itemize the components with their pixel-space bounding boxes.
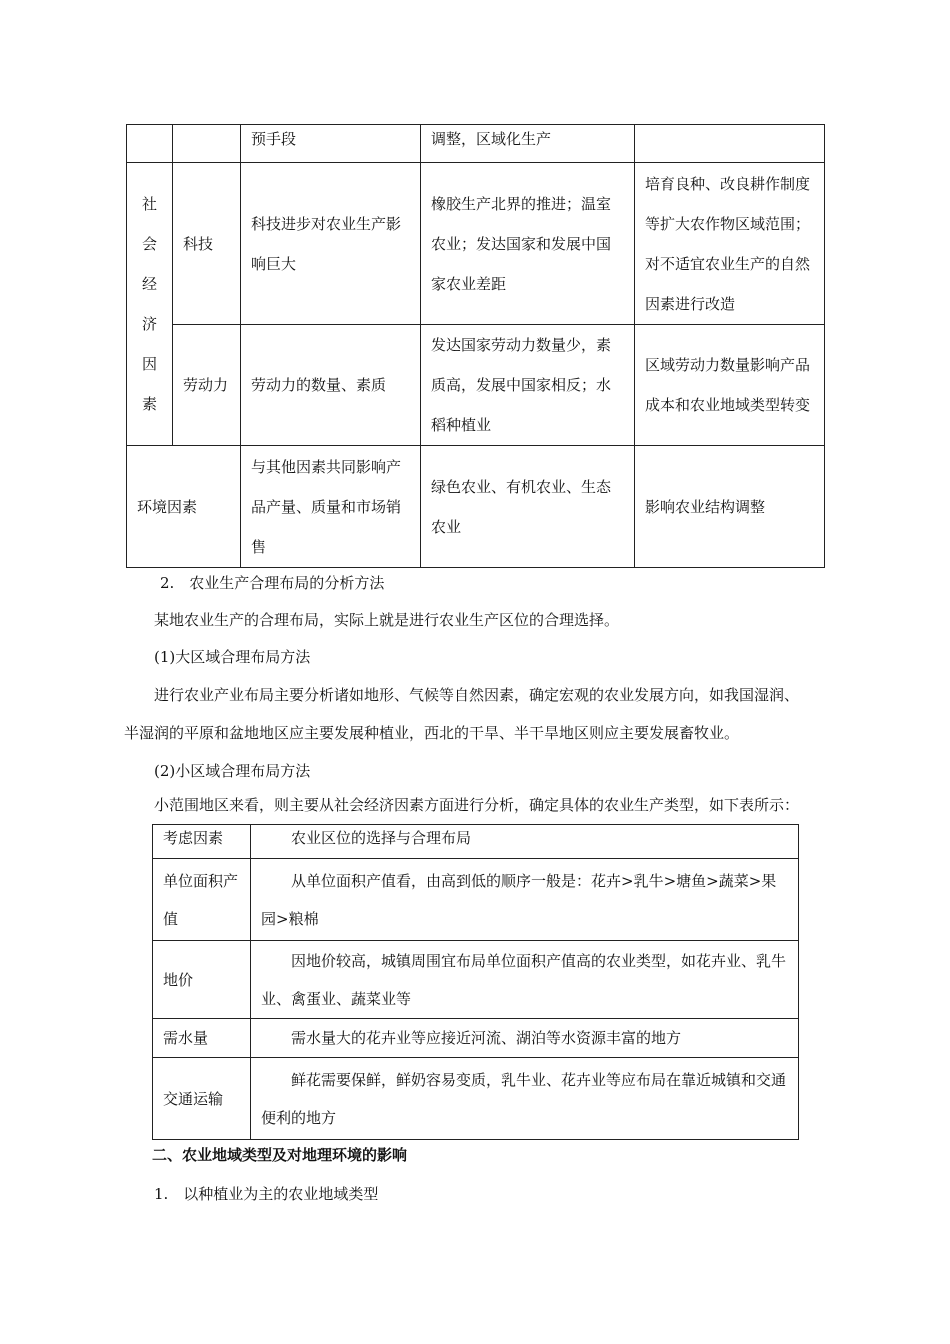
table-cell: 培育良种、改良耕作制度等扩大农作物区域范围；对不适宜农业生产的自然因素进行改造 [635,163,825,325]
location-table [152,824,799,1140]
section-heading: 2. 农业生产合理布局的分析方法 [160,574,385,592]
table-cell: 与其他因素共同影响产品产量、质量和市场销售 [241,446,421,568]
table-cell: 单位面积产值 [153,859,251,941]
group-label-char: 济 [141,315,157,333]
group-label-social-economic [127,163,173,446]
factor-table [126,124,825,568]
sub-heading: (2)小区域合理布局方法 [154,762,311,780]
table-cell: 鲜花需要保鲜，鲜奶容易变质，乳牛业、花卉业等应布局在靠近城镇和交通便利的地方 [251,1058,799,1140]
table-cell: 橡胶生产北界的推进；温室农业；发达国家和发展中国家农业差距 [421,163,635,325]
table-cell: 因地价较高，城镇周围宜布局单位面积产值高的农业类型，如花卉业、乳牛业、禽蛋业、蔬菜业等 [251,941,799,1019]
table-cell: 地价 [153,941,251,1019]
table-row [127,446,825,568]
table-cell: 区域劳动力数量影响产品成本和农业地域类型转变 [635,325,825,446]
table-cell: 调整，区域化生产 [421,125,635,163]
table-row [153,941,799,1019]
table-cell: 需水量 [153,1019,251,1058]
chapter-heading: 二、农业地域类型及对地理环境的影响 [152,1146,408,1164]
table-cell: 发达国家劳动力数量少，素质高，发展中国家相反；水稻种植业 [421,325,635,446]
table-row [153,859,799,941]
group-label-char: 社 [141,195,157,213]
table-row [127,325,825,446]
paragraph: 某地农业生产的合理布局，实际上就是进行农业生产区位的合理选择。 [154,611,620,629]
factor-name: 劳动力 [173,325,241,446]
table-header-row [153,825,799,859]
factor-name: 科技 [173,163,241,325]
table-row [153,1058,799,1140]
table-cell: 需水量大的花卉业等应接近河流、湖泊等水资源丰富的地方 [251,1019,799,1058]
table-cell [635,125,825,163]
group-label-char: 因 [141,355,157,373]
table-cell: 科技进步对农业生产影响巨大 [241,163,421,325]
table-header-cell: 考虑因素 [153,825,251,859]
table-row [127,163,825,325]
section-heading: 1. 以种植业为主的农业地域类型 [154,1185,379,1203]
table-cell [173,125,241,163]
group-label-char: 素 [141,395,157,413]
table-header-cell: 农业区位的选择与合理布局 [251,825,799,859]
table-cell: 交通运输 [153,1058,251,1140]
sub-heading: (1)大区域合理布局方法 [154,648,311,666]
table-cell: 从单位面积产值看，由高到低的顺序一般是：花卉>乳牛>塘鱼>蔬菜>果园>粮棉 [251,859,799,941]
paragraph: 小范围地区来看，则主要从社会经济因素方面进行分析，确定具体的农业生产类型，如下表所示： [154,796,800,814]
table-row [127,125,825,163]
group-label-char: 经 [141,275,157,293]
table-cell: 绿色农业、有机农业、生态农业 [421,446,635,568]
table-cell: 预手段 [241,125,421,163]
group-label-char: 会 [141,235,157,253]
table-row [153,1019,799,1058]
paragraph: 半湿润的平原和盆地地区应主要发展种植业，西北的干旱、半干旱地区则应主要发展畜牧业。 [124,724,740,742]
factor-name: 环境因素 [127,446,241,568]
table-cell [127,125,173,163]
table-cell: 影响农业结构调整 [635,446,825,568]
table-cell: 劳动力的数量、素质 [241,325,421,446]
paragraph: 进行农业产业布局主要分析诸如地形、气候等自然因素，确定宏观的农业发展方向，如我国湿润、 [154,686,800,704]
